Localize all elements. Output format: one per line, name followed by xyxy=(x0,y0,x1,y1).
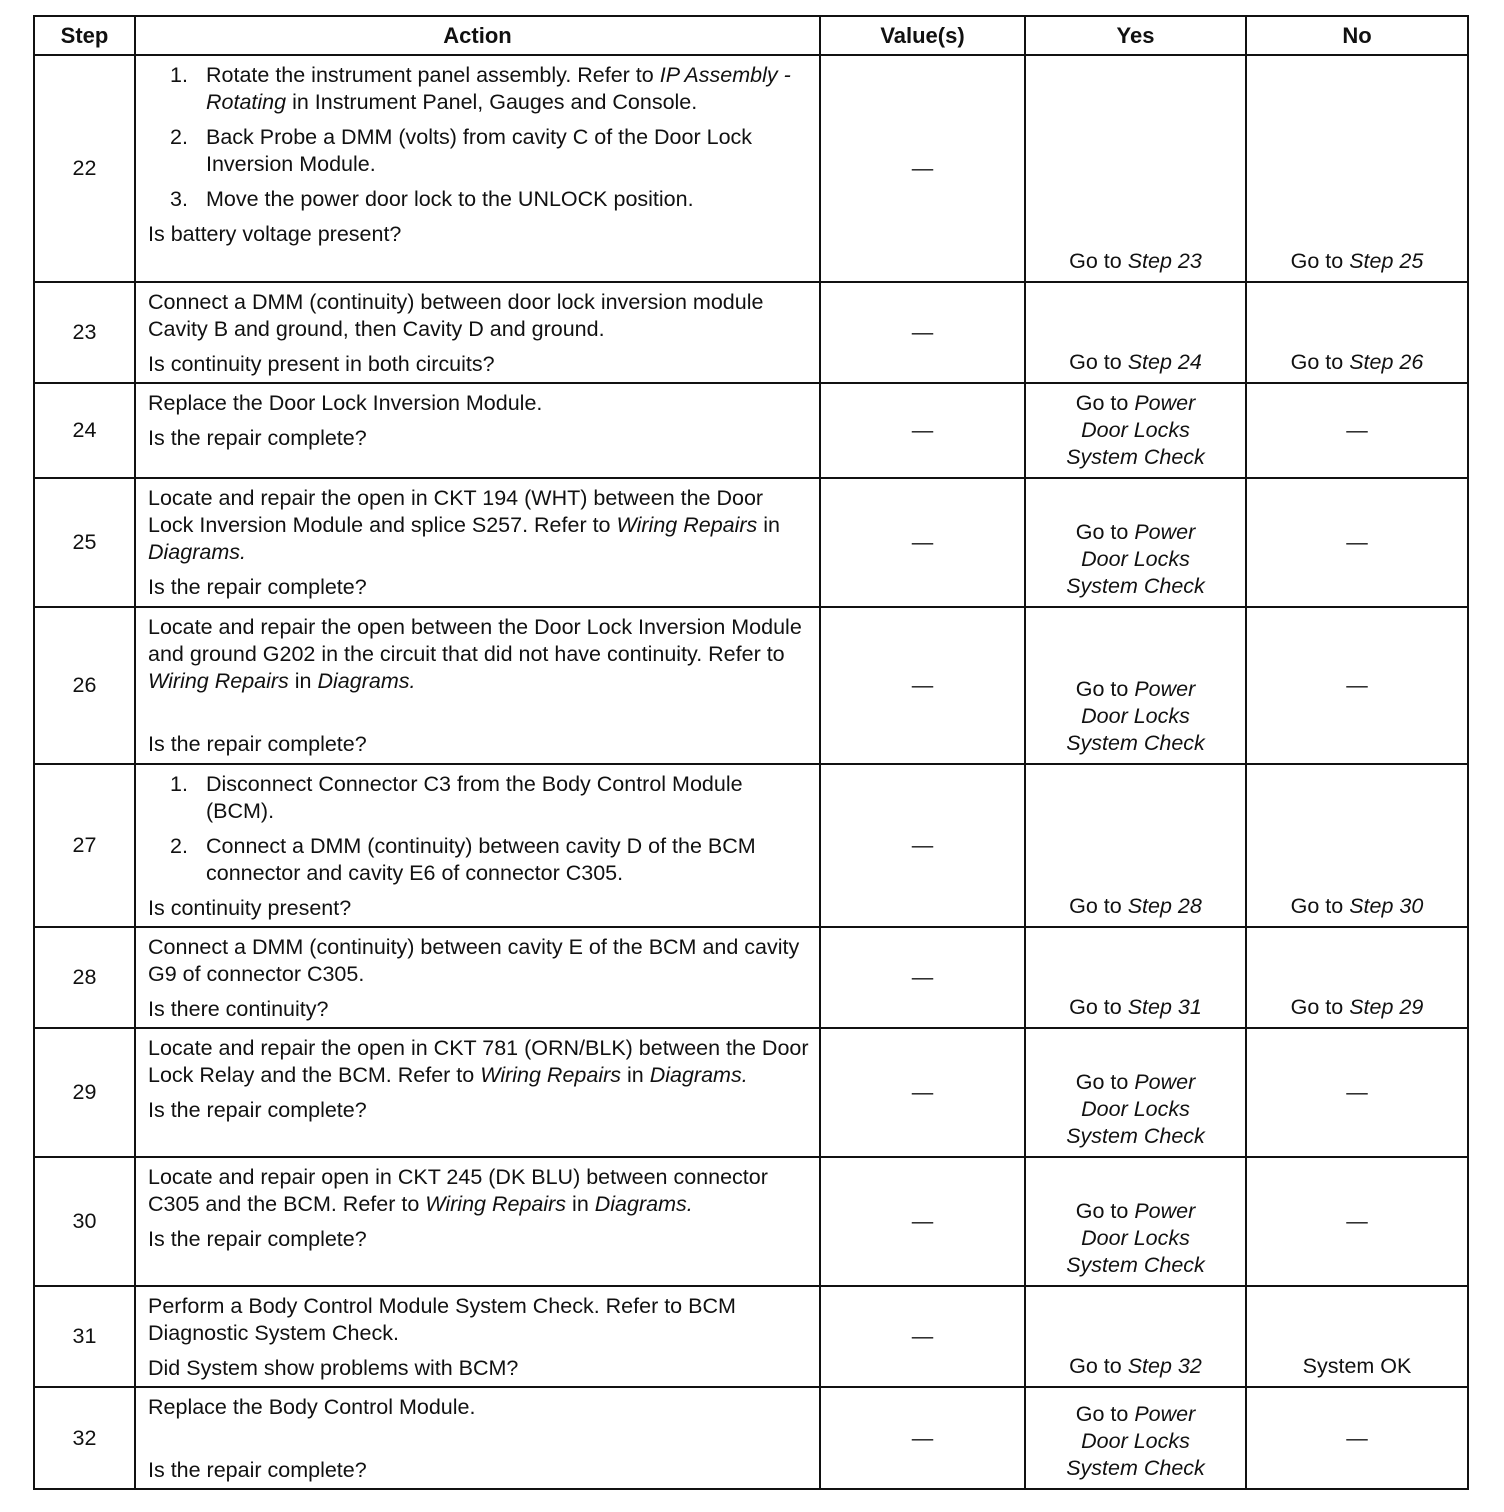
action-text: Locate and repair the open between the Door Lock Inversion Module and ground G202 in the circuit that did not have continuity. Refer to Wiring Repairs in Diagrams. xyxy=(148,615,802,693)
question-text: Is the repair complete? xyxy=(148,1098,367,1122)
table-row xyxy=(34,282,1468,383)
yes-cell: Go to Step 31 xyxy=(1025,927,1246,1028)
table-row xyxy=(34,1157,1468,1286)
action-cell xyxy=(135,1157,820,1286)
step-number: 28 xyxy=(34,927,135,1028)
list-item: 3. Move the power door lock to the UNLOCK position. xyxy=(170,187,694,211)
value-cell: — xyxy=(820,764,1025,927)
question-text: Is battery voltage present? xyxy=(148,222,402,246)
question-text: Did System show problems with BCM? xyxy=(148,1356,519,1380)
yes-cell: Go to Power Door Locks System Check xyxy=(1025,1157,1246,1286)
step-number: 22 xyxy=(34,55,135,282)
header-yes: Yes xyxy=(1025,16,1246,55)
table-row xyxy=(34,1028,1468,1157)
value-cell: — xyxy=(820,383,1025,478)
yes-cell: Go to Step 28 xyxy=(1025,764,1246,927)
value-cell: — xyxy=(820,478,1025,607)
list-item: 1. Disconnect Connector C3 from the Body Control Module (BCM). xyxy=(170,772,743,823)
yes-cell: Go to Step 32 xyxy=(1025,1286,1246,1387)
step-number: 29 xyxy=(34,1028,135,1157)
question-text: Is the repair complete? xyxy=(148,575,367,599)
table-row xyxy=(34,927,1468,1028)
action-step-list xyxy=(148,62,811,213)
value-cell: — xyxy=(820,1387,1025,1489)
yes-cell: Go to Power Door Locks System Check xyxy=(1025,1028,1246,1157)
action-cell xyxy=(135,1387,820,1489)
yes-cell: Go to Step 24 xyxy=(1025,282,1246,383)
action-text: Replace the Door Lock Inversion Module. xyxy=(148,391,543,415)
table-row xyxy=(34,1286,1468,1387)
yes-cell: Go to Power Door Locks System Check xyxy=(1025,478,1246,607)
step-number: 31 xyxy=(34,1286,135,1387)
action-text: Connect a DMM (continuity) between cavity E of the BCM and cavity G9 of connector C305. xyxy=(148,935,800,986)
question-text: Is the repair complete? xyxy=(148,1227,367,1251)
action-text: Replace the Body Control Module. xyxy=(148,1395,476,1419)
action-text: Locate and repair open in CKT 245 (DK BLU) between connector C305 and the BCM. Refer to Wiring Repairs in Diagrams. xyxy=(148,1165,768,1216)
no-cell: — xyxy=(1246,1028,1468,1157)
action-cell xyxy=(135,55,820,282)
header-values: Value(s) xyxy=(820,16,1025,55)
list-item: 1. Rotate the instrument panel assembly. Refer to IP Assembly - Rotating in Instrument Panel, Gauges and Console. xyxy=(170,63,791,114)
action-step-list xyxy=(148,771,811,887)
no-cell: — xyxy=(1246,1387,1468,1489)
step-number: 25 xyxy=(34,478,135,607)
no-cell: Go to Step 25 xyxy=(1246,55,1468,282)
value-cell: — xyxy=(820,55,1025,282)
no-cell: — xyxy=(1246,1157,1468,1286)
question-text: Is continuity present? xyxy=(148,896,352,920)
table-row xyxy=(34,55,1468,282)
step-number: 23 xyxy=(34,282,135,383)
step-number: 32 xyxy=(34,1387,135,1489)
table-row xyxy=(34,478,1468,607)
action-cell xyxy=(135,383,820,478)
header-action: Action xyxy=(135,16,820,55)
value-cell: — xyxy=(820,1028,1025,1157)
no-cell: — xyxy=(1246,478,1468,607)
no-cell: System OK xyxy=(1246,1286,1468,1387)
table-row xyxy=(34,383,1468,478)
question-text: Is the repair complete? xyxy=(148,732,367,756)
header-row xyxy=(34,16,1468,55)
yes-step-link: Step 23 xyxy=(1127,249,1202,273)
no-cell: Go to Step 26 xyxy=(1246,282,1468,383)
header-no: No xyxy=(1246,16,1468,55)
question-text: Is continuity present in both circuits? xyxy=(148,352,495,376)
yes-cell: Go to Power Door Locks System Check xyxy=(1025,1387,1246,1489)
step-number: 26 xyxy=(34,607,135,764)
action-cell xyxy=(135,478,820,607)
step-number: 27 xyxy=(34,764,135,927)
action-text: Locate and repair the open in CKT 781 (ORN/BLK) between the Door Lock Relay and the BCM. Refer to Wiring Repairs in Diagrams. xyxy=(148,1036,809,1087)
step-number: 30 xyxy=(34,1157,135,1286)
list-item: 2. Back Probe a DMM (volts) from cavity C of the Door Lock Inversion Module. xyxy=(170,125,753,176)
action-cell xyxy=(135,1286,820,1387)
action-text: Locate and repair the open in CKT 194 (WHT) between the Door Lock Inversion Module and splice S257. Refer to Wiring Repairs in Diagrams. xyxy=(148,486,781,564)
diagnostic-table xyxy=(33,15,1469,1490)
no-cell: — xyxy=(1246,607,1468,764)
action-cell xyxy=(135,764,820,927)
action-text: Perform a Body Control Module System Check. Refer to BCM Diagnostic System Check. xyxy=(148,1294,736,1345)
action-cell xyxy=(135,282,820,383)
table-row xyxy=(34,1387,1468,1489)
action-cell xyxy=(135,607,820,764)
no-cell: — xyxy=(1246,383,1468,478)
no-cell: Go to Step 30 xyxy=(1246,764,1468,927)
action-cell xyxy=(135,927,820,1028)
table-row xyxy=(34,607,1468,764)
value-cell: — xyxy=(820,927,1025,1028)
value-cell: — xyxy=(820,607,1025,764)
step-number: 24 xyxy=(34,383,135,478)
yes-cell: Go to Step 23 xyxy=(1025,55,1246,282)
action-cell xyxy=(135,1028,820,1157)
no-cell: Go to Step 29 xyxy=(1246,927,1468,1028)
value-cell: — xyxy=(820,282,1025,383)
question-text: Is the repair complete? xyxy=(148,1458,367,1482)
list-item: 2. Connect a DMM (continuity) between cavity D of the BCM connector and cavity E6 of connector C305. xyxy=(170,834,756,885)
value-cell: — xyxy=(820,1157,1025,1286)
yes-cell: Go to Power Door Locks System Check xyxy=(1025,607,1246,764)
header-step: Step xyxy=(34,16,135,55)
table-row xyxy=(34,764,1468,927)
question-text: Is there continuity? xyxy=(148,997,329,1021)
question-text: Is the repair complete? xyxy=(148,426,367,450)
yes-cell: Go to Power Door Locks System Check xyxy=(1025,383,1246,478)
action-text: Connect a DMM (continuity) between door lock inversion module Cavity B and ground, then Cavity D and ground. xyxy=(148,290,764,341)
value-cell: — xyxy=(820,1286,1025,1387)
no-step-link: Step 25 xyxy=(1349,249,1424,273)
